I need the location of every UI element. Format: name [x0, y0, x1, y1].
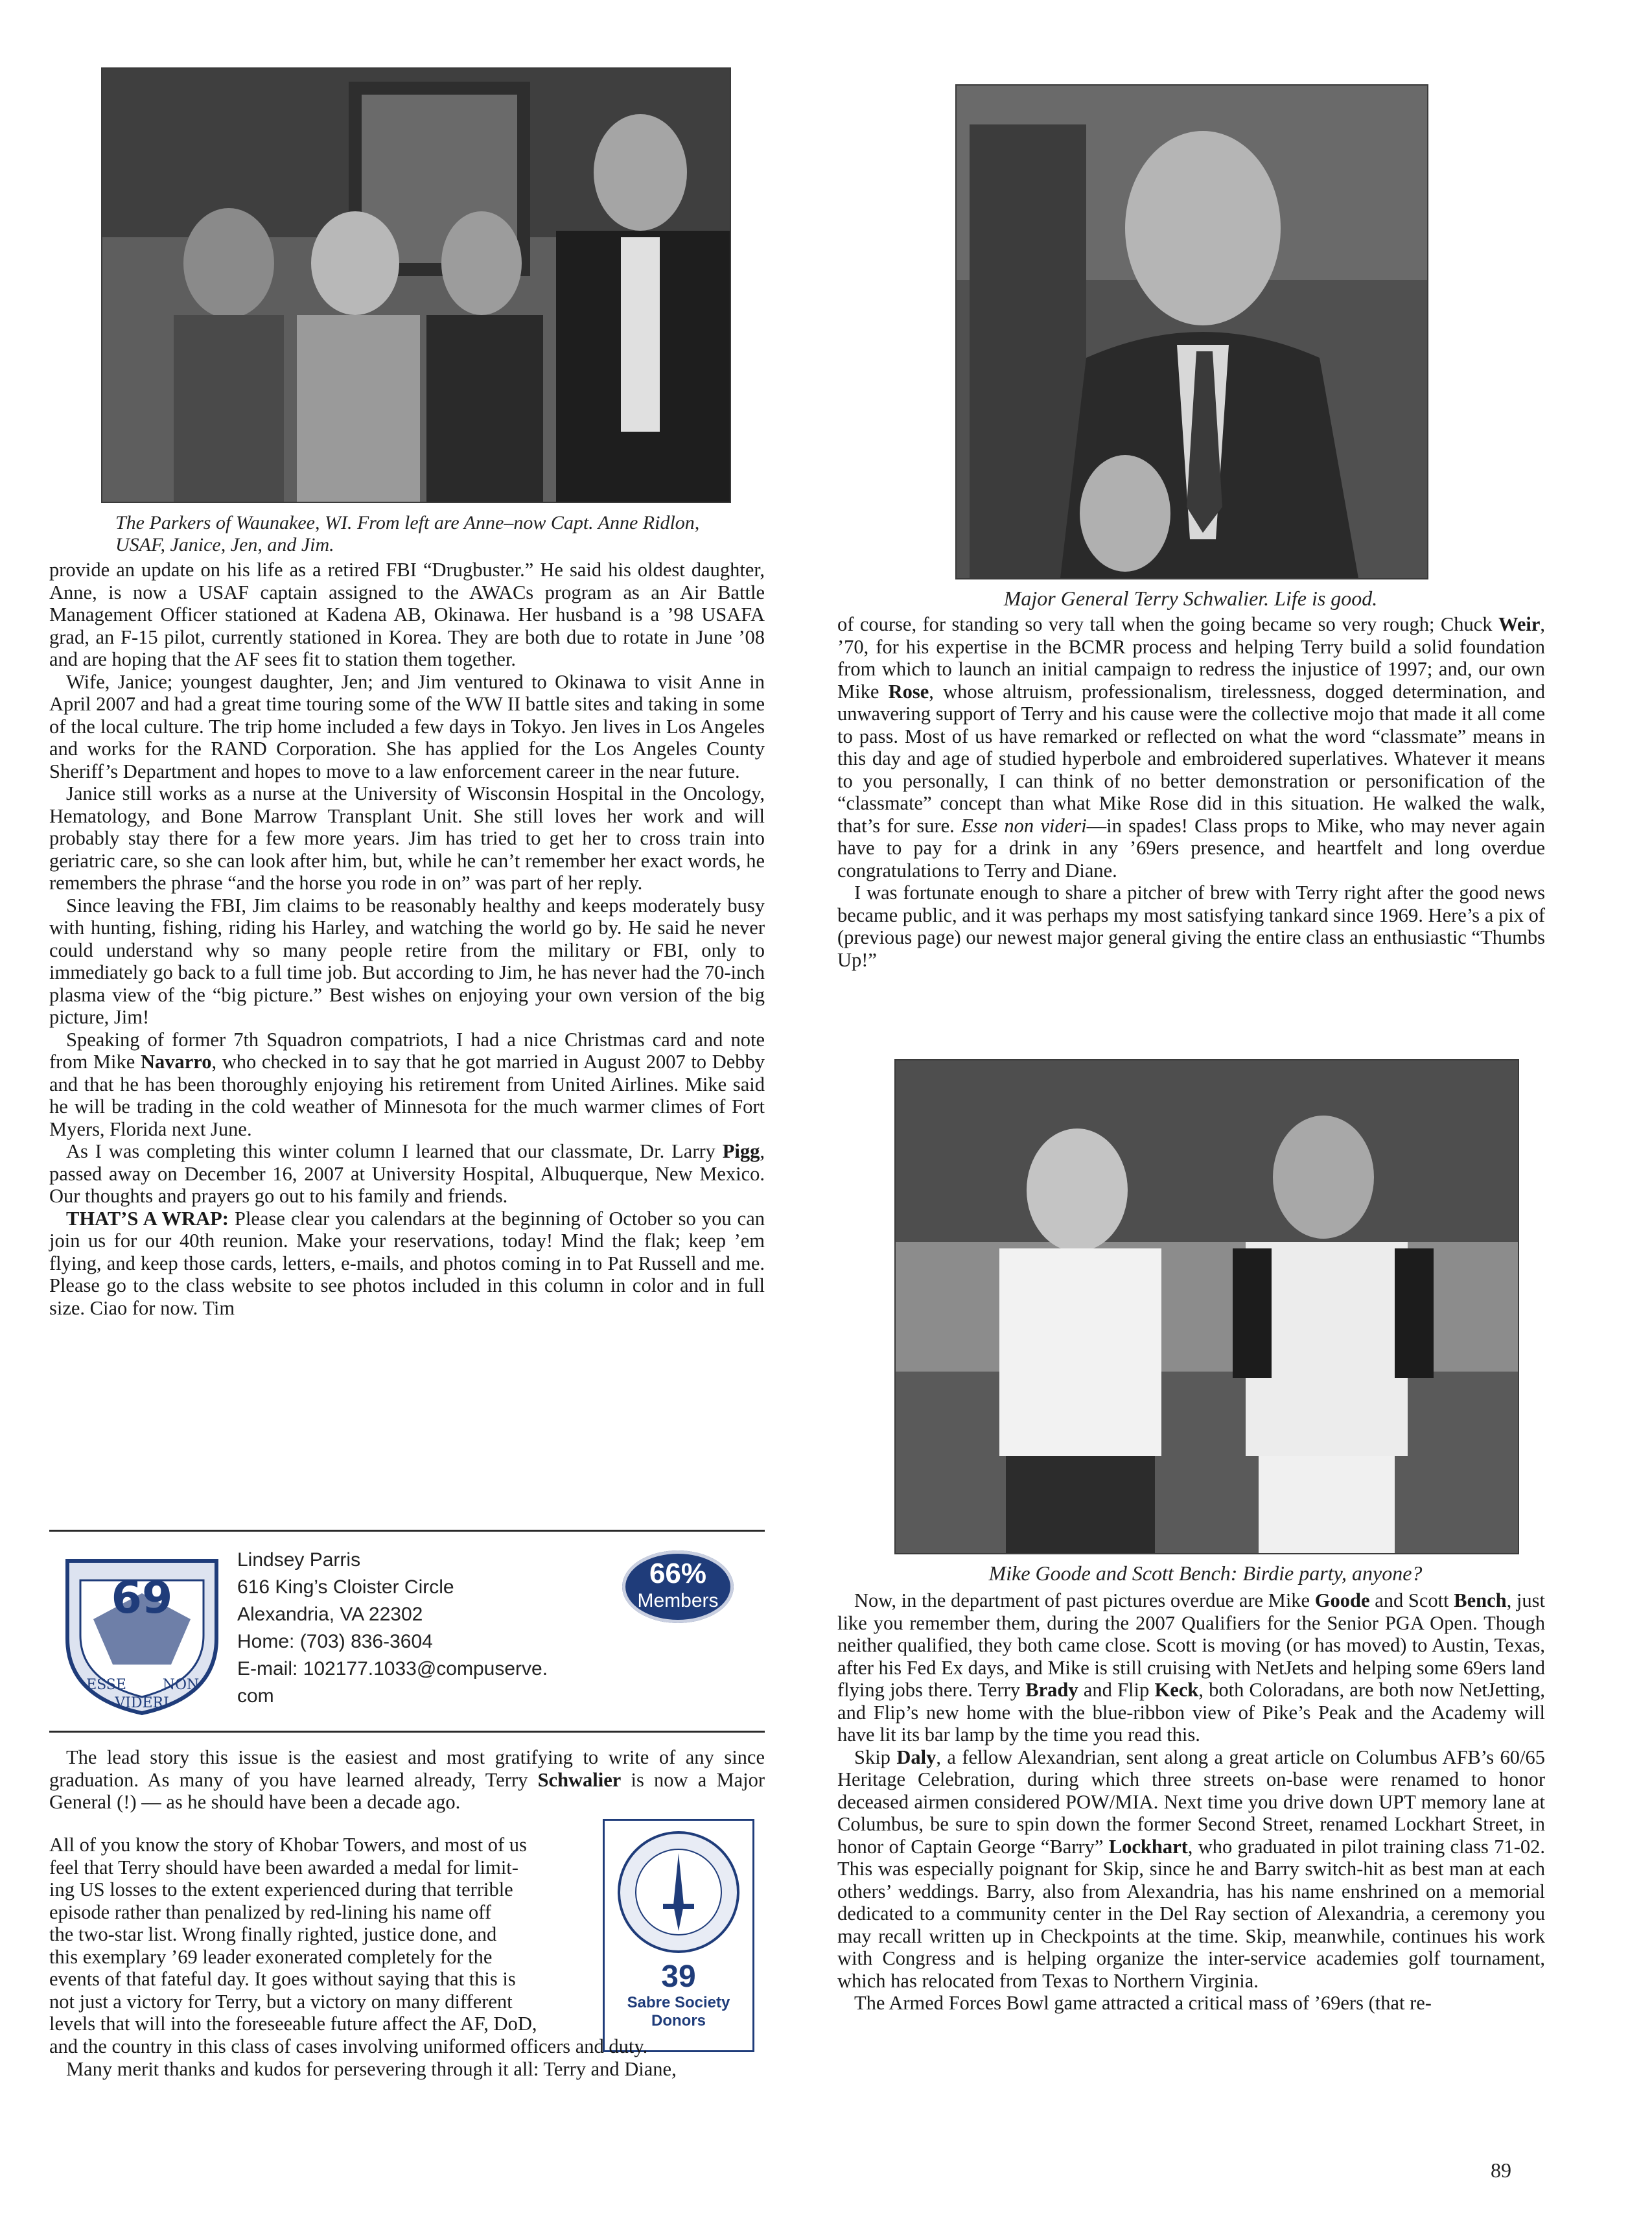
paragraph	[49, 1140, 765, 1208]
classmate-name: Lockhart	[1108, 1835, 1188, 1858]
text-run: , who checked in to say that he got married in August 2007 to Debby and that he has been thoroughly enjoying his retirement from United Airlines. Mike said he will be trading in the cold weather of Minnesota for the much warmer climes of Fort Myers, Florida next June.	[49, 1051, 765, 1140]
divider-top	[49, 1530, 765, 1532]
paragraph: provide an update on his life as a retired FBI “Drugbuster.” He said his oldest daughter, Anne, is now a USAF captain assigned to the AWACs program as an Air Battle Management Officer stationed at Kadena AB, Okinawa. Her husband is a ’98 USAFA grad, an F-15 pilot, currently stationed in Korea. They are both due to rotate in June ’08 and are hoping that the AF sees fit to station them together.	[49, 559, 765, 670]
members-label: Members	[637, 1590, 719, 1611]
portrait-photo-icon	[957, 86, 1427, 578]
text-run: is now a Major General (!) — as he should have been a decade ago.	[49, 1768, 765, 1813]
goode-bench-photo	[894, 1059, 1519, 1554]
text-line: episode rather than penalized by red-lining his name off	[49, 1900, 492, 1923]
caption-text: Mike Goode and Scott Bench: Birdie party, anyone?	[988, 1561, 1423, 1585]
classmate-name: Bench	[1454, 1589, 1507, 1611]
paragraph	[49, 1029, 765, 1141]
paragraph	[837, 613, 1545, 882]
page-number: 89	[1491, 2158, 1511, 2182]
classmate-name: Keck	[1154, 1679, 1199, 1701]
right-column-text-top	[837, 613, 1545, 971]
text-line: not just a victory for Terry, but a victory on many different	[49, 1990, 513, 2013]
sabre-society-donors-box	[603, 1819, 754, 2052]
scribe-city: Alexandria, VA 22302	[237, 1604, 423, 1625]
class-crest	[54, 1541, 229, 1716]
scribe-email[interactable]: E-mail: 102177.1033@compuserve.	[237, 1658, 548, 1679]
sabre-society-seal-icon	[614, 1827, 743, 1957]
text-run: Speaking of former 7th Squadron compatriots, I had a nice Christmas card and note from Mike	[49, 1028, 765, 1073]
paragraph: Many merit thanks and kudos for persevering through it all: Terry and Diane,	[66, 2057, 677, 2080]
text-run: Skip	[854, 1746, 897, 1768]
paragraph: Janice still works as a nurse at the University of Wisconsin Hospital in the Oncology, Hematology, and Bone Marrow Transplant Unit. She still loves her work and will probably stay there for a few more years. Jim has tried to get her to cross train into geriatric care, so she can look after him, but, while he can’t remember her exact words, he remembers the phrase “and the horse you rode in on” was part of her reply.	[49, 782, 765, 894]
paragraph: I was fortunate enough to share a pitcher of brew with Terry right after the good news became public, and it was perhaps my most satisfying tankard since 1969. Here’s a pix of (previous page) our newest major general giving the entire class an enthusiastic “Thumbs Up!”	[837, 882, 1545, 971]
crest-year: 69	[111, 1573, 173, 1624]
members-percent: 66%	[649, 1558, 707, 1589]
classmate-name: Brady	[1025, 1679, 1078, 1701]
schwalier-portrait-photo	[955, 84, 1428, 579]
scribe-phone: Home: (703) 836-3604	[237, 1631, 433, 1652]
paragraph: The Armed Forces Bowl game attracted a critical mass of ’69ers (that re-	[854, 1992, 1432, 2014]
classmate-name: Weir	[1498, 613, 1541, 635]
text-run: , a fellow Alexandrian, sent along a great article on Columbus AFB’s 60/65 Heritage Celebration, during which three streets on-base were renamed to honor deceased airmen considered POW/MIA. Next time you drive down UPT memory lane at Columbus, be sure to spin down the former Second Street, renamed Lockhart Street, in honor of Captain George “Barry”	[837, 1746, 1546, 1858]
scribe-name: Lindsey Parris	[237, 1549, 361, 1571]
scribe-email-cont[interactable]: com	[237, 1685, 274, 1707]
text-run: and Flip	[1078, 1679, 1155, 1701]
text-line: levels that will into the foreseeable future affect the AF, DoD,	[49, 2013, 537, 2035]
parkers-photo-caption	[115, 512, 738, 556]
text-run: of course, for standing so very tall when the going became so very rough; Chuck	[837, 613, 1498, 635]
classmate-name: Goode	[1314, 1589, 1370, 1611]
paragraph	[837, 1589, 1545, 1746]
text-run: As I was completing this winter column I learned that our classmate, Dr. Larry	[66, 1140, 723, 1162]
donor-label-1: Sabre Society	[627, 1994, 730, 2011]
wrap-lead: THAT’S A WRAP:	[66, 1207, 229, 1230]
divider-bottom	[49, 1731, 765, 1733]
caption-text: Major General Terry Schwalier. Life is good.	[1003, 587, 1378, 610]
text-run: , whose altruism, professionalism, tirelessness, dogged determination, and unwavering support of Terry and his cause were the collective mojo that made it all come to pass. Most of us have remarked or reflected on what the word “classmate” means in this day and age of studied hyperbole and embroidered superlatives. Whatever it means to you personally, I can think of no better demonstration or personification of the “classmate” concept than what Mike Rose did in this situation. He walked the walk, that’s for sure.	[837, 680, 1545, 837]
classmate-name: Navarro	[140, 1051, 212, 1073]
text-line: feel that Terry should have been awarded a medal for limit-	[49, 1856, 518, 1878]
paragraph: Wife, Janice; youngest daughter, Jen; and Jim ventured to Okinawa to visit Anne in April 2007 and had a great time touring some of the WW II battle sites and taking in some of the local culture. The trip home included a few days in Tokyo. Jen lives in Los Angeles and works for the RAND Corporation. She has applied for the Los Angeles County Sheriff’s Department and hopes to move to a law enforcement career in the near future.	[49, 670, 765, 782]
motto-italic: Esse non videri	[961, 814, 1087, 837]
text-run: , just like you remember them, during the 2007 Qualifiers for the Senior PGA Open. Though neither qualified, they both came close. Scott is moving (or has moved) to Austin, Texas, after his Fed Ex days, and Mike is still cruising with NetJets and helping some 69ers land flying jobs there. Terry	[837, 1589, 1545, 1701]
text-line: All of you know the story of Khobar Towers, and most of us	[49, 1834, 527, 1856]
donor-label-2: Donors	[651, 2012, 706, 2029]
left-column-text-bottom	[49, 1746, 765, 1814]
crest-motto-1: ESSE	[86, 1677, 126, 1693]
left-column-text-top	[49, 559, 765, 1319]
text-run: , ’70, for his expertise in the BCMR process and helping Terry build a solid foundation from which to launch an initial campaign to redress the injustice of 1997; and, our own Mike	[837, 613, 1545, 703]
text-line: ing US losses to the extent experienced during that terrible	[49, 1878, 513, 1900]
class-scribe-contact	[237, 1547, 600, 1710]
right-column-text-bottom	[837, 1589, 1545, 2015]
parkers-family-photo	[101, 67, 731, 503]
classmate-name: Rose	[888, 680, 929, 703]
classmate-name: Pigg	[722, 1140, 760, 1162]
text-run: Now, in the department of past pictures overdue are Mike	[854, 1589, 1315, 1611]
paragraph	[49, 1746, 765, 1814]
left-column-text-end	[49, 2035, 765, 2080]
caption-line: The Parkers of Waunakee, WI. From left are Anne–now Capt. Anne Ridlon,	[115, 512, 700, 533]
text-run: Please clear you calendars at the beginning of October so you can join us for our 40th reunion. Make your reservations, today! Mind the flak; keep ’em flying, and keep those cards, letters, e-mails, and photos coming in to Pat Russell and me. Please go to the class website to see photos included in this column in color and in full size. Ciao for now. Tim	[49, 1207, 765, 1319]
paragraph: and the country in this class of cases involving uniformed officers and duty.	[49, 2035, 648, 2057]
text-run: —in spades! Class props to Mike, who may never again have to pay for a drink in any ’69ers presence, and heartfelt and long overdue congratulations to Terry and Diane.	[837, 814, 1545, 882]
left-column-text-wrap	[49, 1834, 583, 2035]
scribe-street: 616 King’s Cloister Circle	[237, 1576, 454, 1598]
members-percent-badge	[622, 1550, 734, 1623]
paragraph	[837, 1746, 1545, 1993]
schwalier-photo-caption	[955, 587, 1426, 609]
paragraph	[49, 1208, 765, 1320]
paragraph: Since leaving the FBI, Jim claims to be reasonably healthy and keeps moderately busy with hunting, fishing, riding his Harley, and watching the world go by. He said he never could understand why so many people retire from the military or FBI, only to immediately go back to a full time job. But according to Jim, he has never had the 70-inch plasma view of the “big picture.” Best wishes on enjoying your own version of the big picture, Jim!	[49, 894, 765, 1028]
text-line: events of that fateful day. It goes without saying that this is	[49, 1968, 516, 1990]
family-photo-icon	[102, 69, 730, 502]
crest-motto-3: VIDERI	[115, 1695, 169, 1711]
crest-motto-2: NON	[162, 1677, 200, 1693]
donor-count: 39	[661, 1959, 696, 1994]
text-run: The lead story this issue is the easiest and most gratifying to write of any since graduation. As many of you have learned already, Terry	[49, 1746, 765, 1791]
text-run: , both Coloradans, are both now NetJetting, and Flip’s new home with the blue-ribbon view of Pike’s Peak and the Academy will have lit its bar lamp by the time you read this.	[837, 1679, 1545, 1746]
golfers-photo-icon	[896, 1060, 1518, 1553]
classmate-name: Schwalier	[537, 1768, 622, 1791]
classmate-name: Daly	[896, 1746, 937, 1768]
text-run: and Scott	[1369, 1589, 1454, 1611]
goode-bench-photo-caption	[894, 1562, 1517, 1584]
class-69-crest-icon	[54, 1541, 229, 1716]
text-run: , who graduated in pilot training class 71-02. This was especially poignant for Skip, since he and Barry switch-hit as best man at each others’ weddings. Barry, also from Alexandria, has his name enshrined on a memorial dedicated to a community center in the Del Ray section of Alexandria, a ceremony you may recall written up in Checkpoints at the time. Skip, meanwhile, continues his work with Congress and is helping organize the inter-service academies golf tournament, which has relocated from Texas to Northern Virginia.	[837, 1835, 1545, 1992]
text-run: , passed away on December 16, 2007 at University Hospital, Albuquerque, New Mexico. Our thoughts and prayers go out to his family and friends.	[49, 1140, 765, 1207]
text-line: the two-star list. Wrong finally righted, justice done, and	[49, 1923, 497, 1945]
text-line: this exemplary ’69 leader exonerated completely for the	[49, 1945, 493, 1968]
caption-line: USAF, Janice, Jen, and Jim.	[115, 534, 334, 556]
